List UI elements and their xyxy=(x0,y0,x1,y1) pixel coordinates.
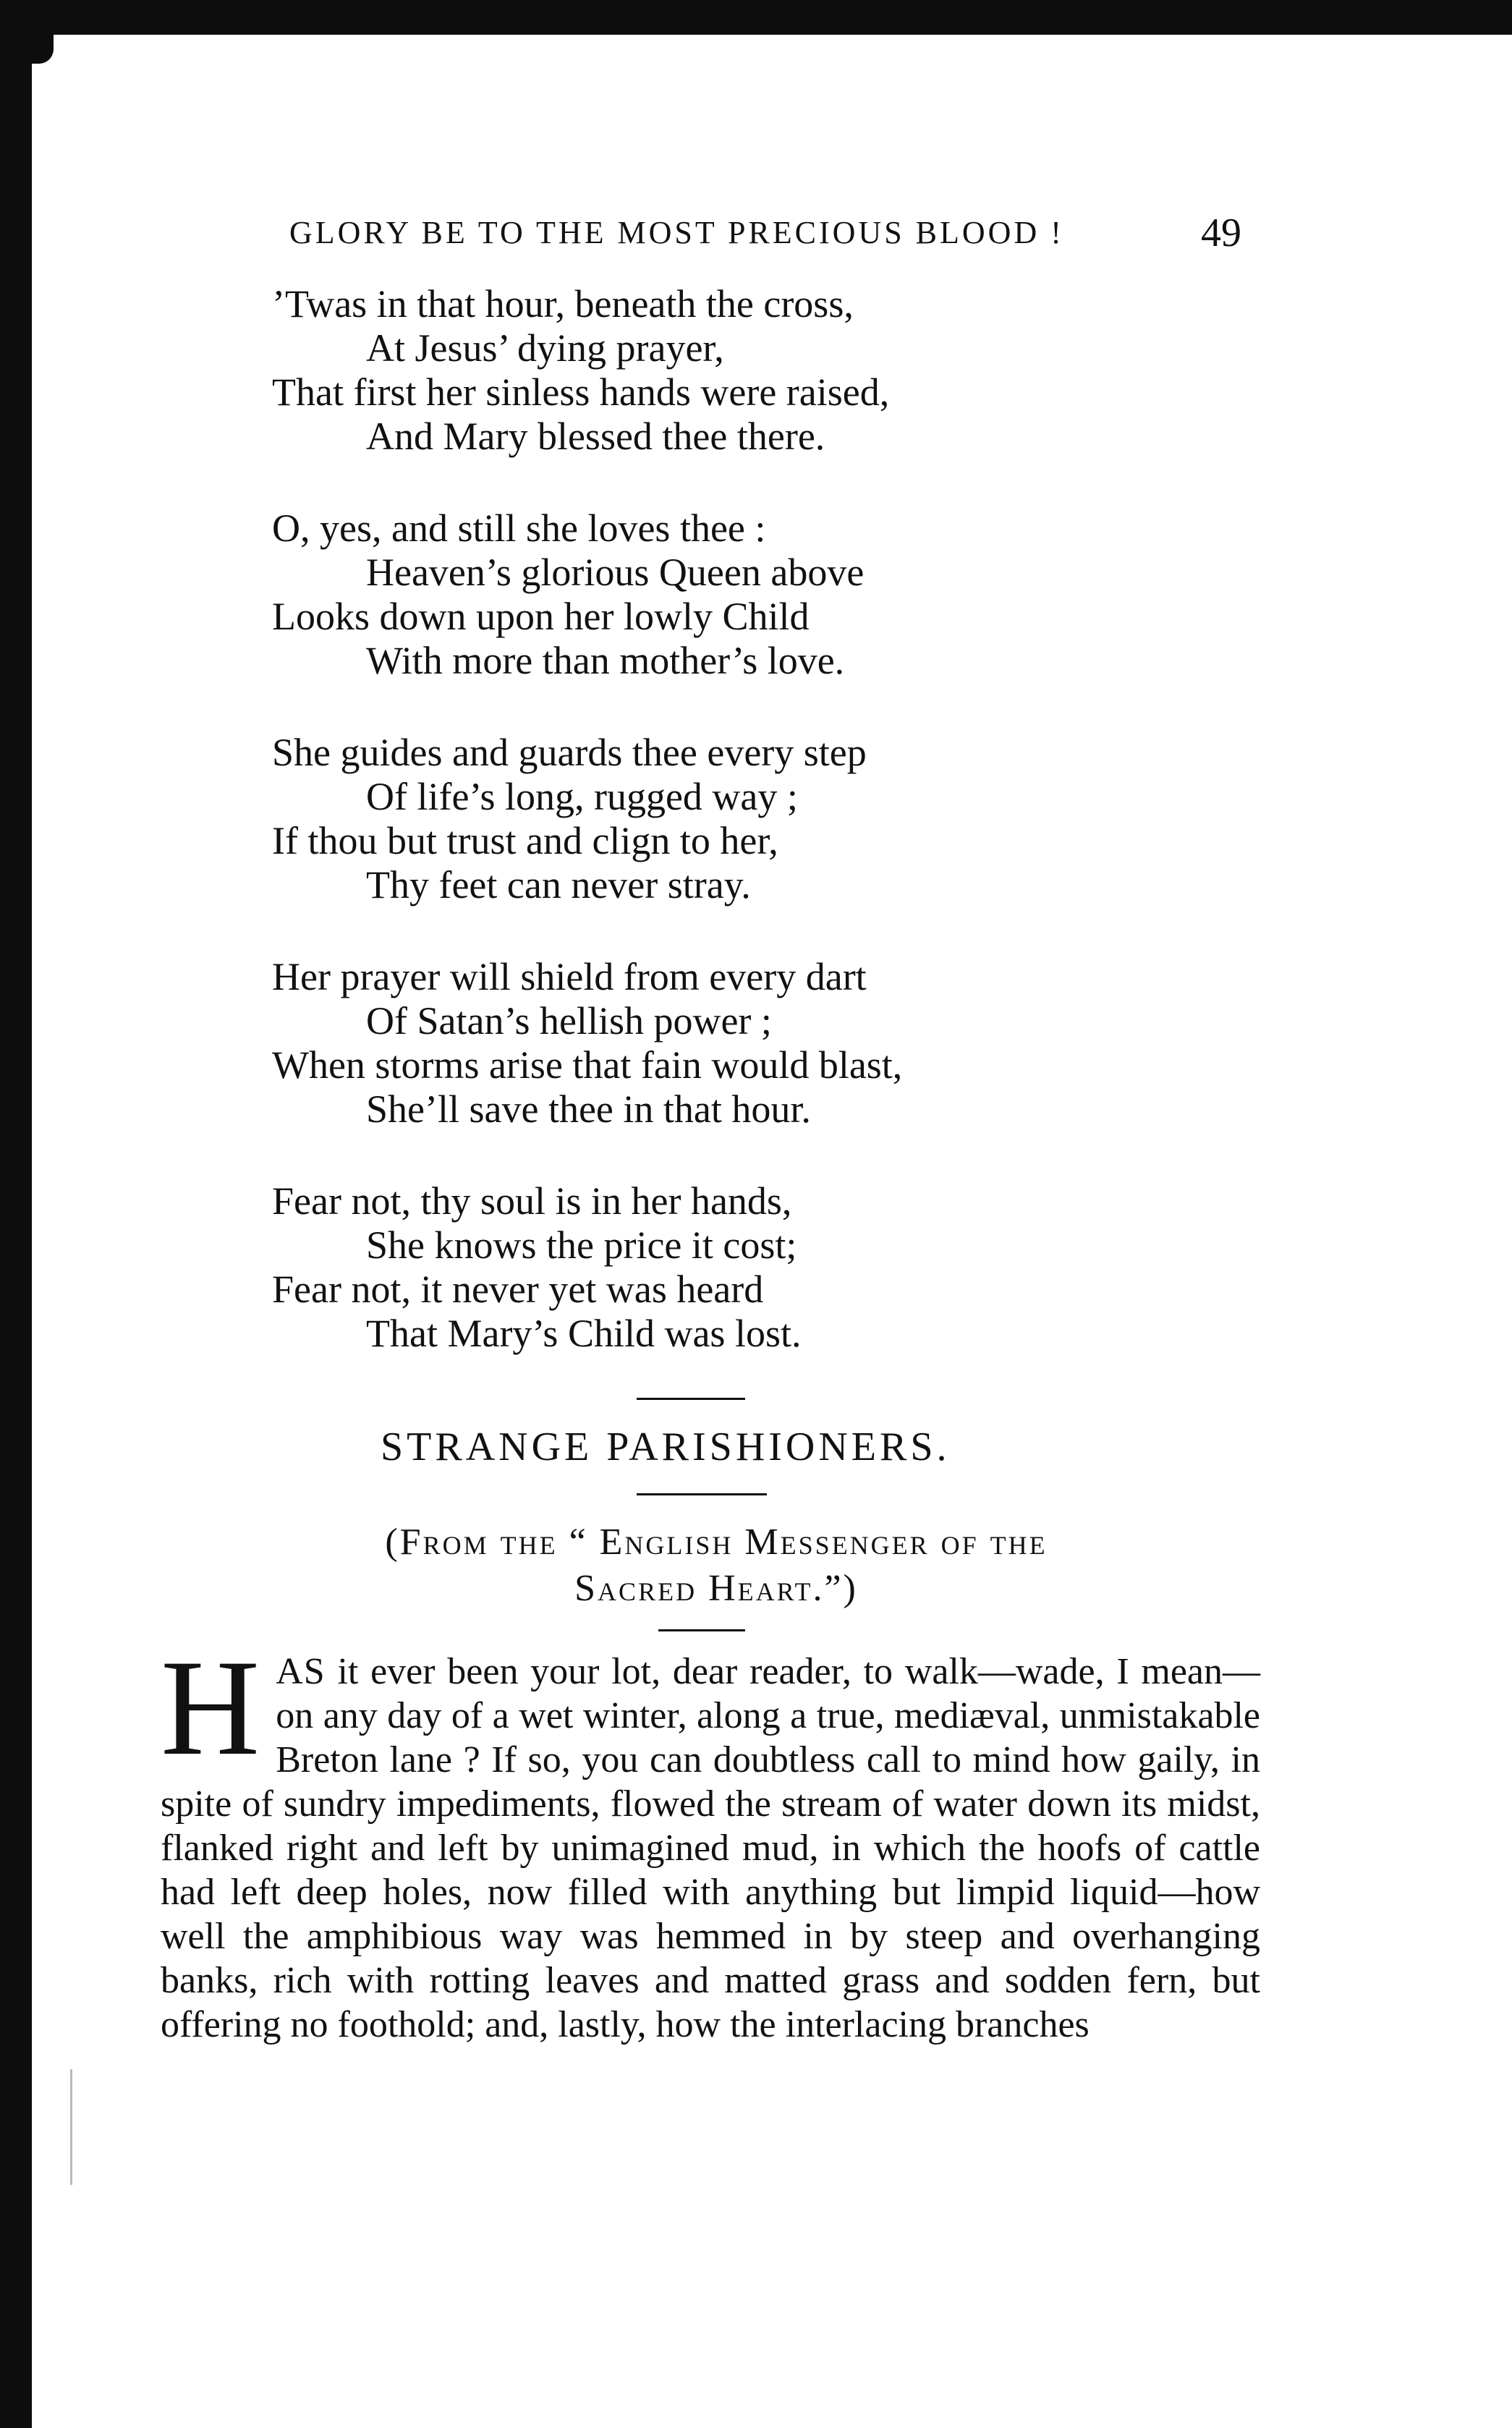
poem-line: Fear not, it never yet was heard xyxy=(272,1268,764,1311)
running-head: GLORY BE TO THE MOST PRECIOUS BLOOD ! xyxy=(289,215,1064,250)
poem-line: Fear not, thy soul is in her hands, xyxy=(272,1179,792,1223)
poem-line: O, yes, and still she loves thee : xyxy=(272,506,766,550)
poem-line: With more than mother’s love. xyxy=(366,639,845,682)
page-number: 49 xyxy=(1201,211,1241,255)
body-paragraph: it ever been your lot, dear reader, to walk—wade, I mean—on any day of a wet winter, along a true, mediæval, unmistakable Breton lane ? If so, you can doubtless call to mind how gaily, in spite of sundry impediments, flowed the stream of water down its midst, flanked right and left by unimagined mud, in which the hoofs of cattle had left deep holes, now filled with anything but limpid liquid—how well the amphibious way was hemmed in by steep and overhanging banks, rich with rotting leaves and matted grass and sodden fern, but offering no foothold; and, lastly, how the interlacing branches xyxy=(161,1651,1260,2045)
stanza xyxy=(272,731,1140,907)
source-note-line: Sacred Heart.”) xyxy=(574,1568,858,1609)
poem-line: Of life’s long, rugged way ; xyxy=(366,775,798,818)
divider-rule xyxy=(637,1398,745,1400)
poem-line: If thou but trust and clign to her, xyxy=(272,819,778,862)
poem-line: And Mary blessed thee there. xyxy=(366,415,825,458)
poem-line: Looks down upon her lowly Child xyxy=(272,595,810,638)
poem-line: At Jesus’ dying prayer, xyxy=(366,326,724,370)
poem xyxy=(272,282,1140,1404)
stanza xyxy=(272,506,1140,683)
poem-line: She knows the price it cost; xyxy=(366,1223,797,1267)
poem-line: That first her sinless hands were raised, xyxy=(272,370,890,414)
section-title: STRANGE PARISHIONERS. xyxy=(381,1425,951,1469)
poem-line: Of Satan’s hellish power ; xyxy=(366,999,772,1043)
poem-line: ’Twas in that hour, beneath the cross, xyxy=(272,282,854,326)
stanza xyxy=(272,1179,1140,1356)
source-note xyxy=(282,1519,1150,1612)
poem-line: When storms arise that fain would blast, xyxy=(272,1043,903,1087)
poem-line: That Mary’s Child was lost. xyxy=(366,1312,802,1355)
poem-line: Her prayer will shield from every dart xyxy=(272,955,867,998)
poem-line: She’ll save thee in that hour. xyxy=(366,1087,811,1131)
poem-line: Thy feet can never stray. xyxy=(366,863,751,907)
divider-rule xyxy=(637,1493,767,1495)
stanza xyxy=(272,955,1140,1132)
divider-rule xyxy=(658,1629,745,1631)
stanza xyxy=(272,282,1140,459)
first-word: AS xyxy=(276,1651,326,1692)
drop-cap: H xyxy=(161,1632,260,1784)
poem-line: Heaven’s glorious Queen above xyxy=(366,551,865,594)
source-note-line: (From the “ English Messenger of the xyxy=(385,1521,1048,1563)
article-body xyxy=(161,1632,1260,2047)
poem-line: She guides and guards thee every step xyxy=(272,731,867,774)
